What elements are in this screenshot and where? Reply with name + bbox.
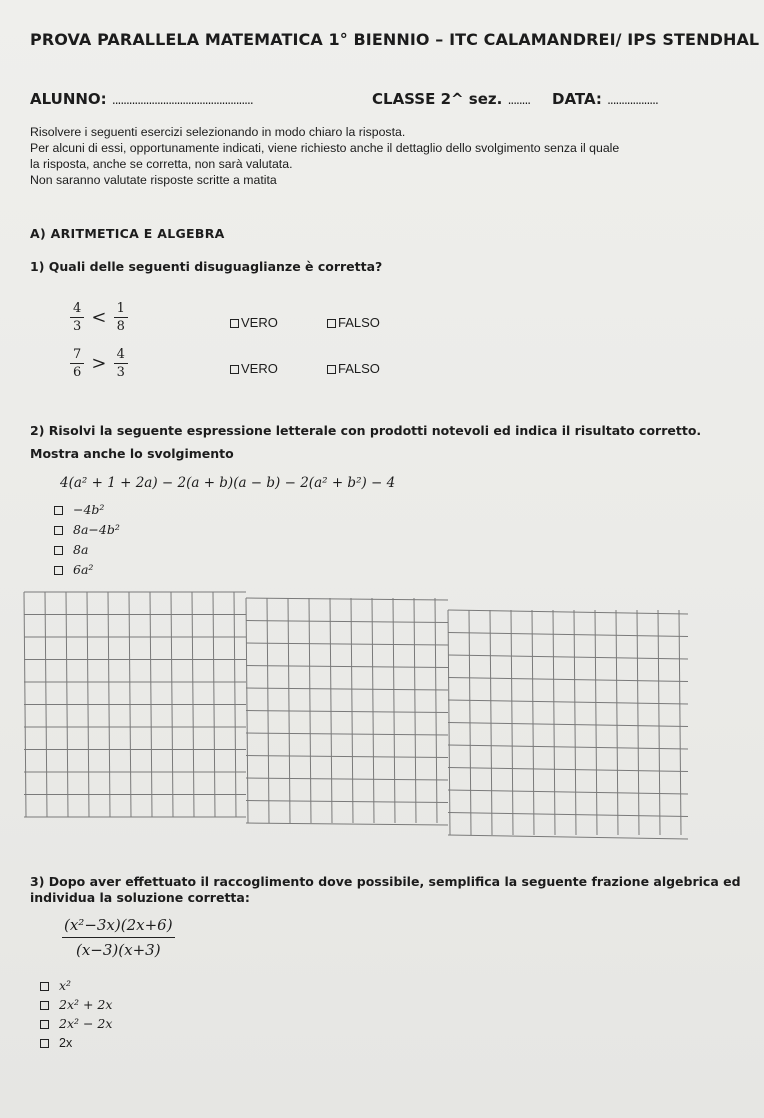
checkbox-icon bbox=[40, 1020, 49, 1029]
algebraic-fraction bbox=[62, 915, 175, 960]
grid-line bbox=[511, 610, 513, 835]
answer-option[interactable] bbox=[40, 1016, 112, 1031]
grid-line bbox=[448, 745, 688, 749]
grid-line bbox=[658, 610, 660, 835]
grid-line bbox=[637, 610, 639, 835]
grid-line bbox=[616, 610, 618, 835]
checkbox-icon bbox=[54, 566, 63, 575]
grid-line bbox=[448, 610, 688, 614]
grid-line bbox=[246, 823, 448, 825]
alunno-dots: .................................................. bbox=[111, 93, 253, 107]
checkbox-vero-2[interactable] bbox=[230, 361, 278, 376]
option-label: 2x² + 2x bbox=[59, 997, 113, 1012]
checkbox-icon bbox=[54, 526, 63, 535]
grid-line bbox=[448, 633, 688, 637]
grid-line bbox=[309, 598, 311, 823]
fraction-denominator: 3 bbox=[73, 319, 82, 334]
fraction-numerator: 7 bbox=[70, 347, 84, 364]
falso-label: FALSO bbox=[338, 361, 380, 376]
grid-line bbox=[246, 756, 448, 758]
grid-line bbox=[372, 598, 374, 823]
grid-line bbox=[246, 778, 448, 780]
question-2-subtext: Mostra anche lo svolgimento bbox=[30, 446, 234, 461]
vero-label: VERO bbox=[241, 315, 278, 330]
answer-option[interactable] bbox=[54, 562, 93, 577]
alunno-field[interactable] bbox=[30, 90, 253, 108]
grid-line bbox=[435, 598, 437, 823]
inequality-sign: > bbox=[91, 353, 107, 374]
fraction-numerator: 4 bbox=[114, 347, 128, 364]
checkbox-icon bbox=[54, 506, 63, 515]
grid-line bbox=[448, 723, 688, 727]
checkbox-icon bbox=[40, 982, 49, 991]
question-1: 1) Quali delle seguenti disuguaglianze è corretta? bbox=[30, 259, 383, 274]
classe-field[interactable] bbox=[372, 90, 530, 108]
option-label: −4b² bbox=[73, 502, 105, 517]
fraction-denominator: 3 bbox=[116, 365, 125, 380]
option-label: 2x bbox=[59, 1036, 73, 1050]
data-label: DATA: bbox=[552, 90, 602, 108]
grid-line bbox=[574, 610, 576, 835]
work-grid[interactable] bbox=[20, 588, 692, 846]
grid-line bbox=[246, 598, 448, 600]
answer-option[interactable] bbox=[40, 1035, 72, 1050]
answer-option[interactable] bbox=[54, 502, 104, 517]
checkbox-icon bbox=[40, 1001, 49, 1010]
option-label: 2x² − 2x bbox=[59, 1016, 113, 1031]
section-heading: A) ARITMETICA E ALGEBRA bbox=[30, 226, 225, 241]
option-label: 8a−4b² bbox=[73, 522, 120, 537]
classe-dots: ........ bbox=[507, 93, 531, 107]
checkbox-icon bbox=[230, 365, 239, 374]
checkbox-icon bbox=[54, 546, 63, 555]
alunno-label: ALUNNO: bbox=[30, 90, 107, 108]
checkbox-vero-1[interactable] bbox=[230, 315, 278, 330]
grid-line bbox=[448, 678, 688, 682]
instruction-line: Per alcuni di essi, opportunamente indicati, viene richiesto anche il dettaglio dello svolgimento senza il quale bbox=[30, 141, 620, 155]
grid-line bbox=[490, 610, 492, 835]
grid-line bbox=[393, 598, 395, 823]
option-label: 8a bbox=[73, 542, 89, 557]
question-3-line2: individua la soluzione corretta: bbox=[30, 890, 250, 905]
fraction-denominator: 8 bbox=[116, 319, 125, 334]
grid-line bbox=[330, 598, 332, 823]
grid-line bbox=[553, 610, 555, 835]
grid-line bbox=[246, 733, 448, 735]
answer-option[interactable] bbox=[40, 997, 112, 1012]
grid-line bbox=[448, 655, 688, 659]
falso-label: FALSO bbox=[338, 315, 380, 330]
grid-line bbox=[448, 835, 688, 839]
expression: 4(a² + 1 + 2a) − 2(a + b)(a − b) − 2(a² + b²) − 4 bbox=[60, 475, 396, 491]
grid-line bbox=[246, 711, 448, 713]
grid-line bbox=[679, 610, 681, 835]
grid-line bbox=[246, 688, 448, 690]
checkbox-icon bbox=[40, 1039, 49, 1048]
fraction-numerator: 1 bbox=[114, 301, 128, 318]
fraction-denominator: (x−3)(x+3) bbox=[76, 941, 161, 959]
checkbox-icon bbox=[230, 319, 239, 328]
checkbox-falso-1[interactable] bbox=[327, 315, 380, 330]
instruction-line: Non saranno valutate risposte scritte a matita bbox=[30, 173, 277, 187]
grid-line bbox=[246, 643, 448, 645]
option-label: 6a² bbox=[73, 562, 94, 577]
vero-label: VERO bbox=[241, 361, 278, 376]
answer-option[interactable] bbox=[40, 978, 71, 993]
grid-line bbox=[448, 700, 688, 704]
option-label: x² bbox=[59, 978, 72, 993]
fraction-numerator: 4 bbox=[70, 301, 84, 318]
classe-label: CLASSE 2^ sez. bbox=[372, 90, 503, 108]
question-3: 3) Dopo aver effettuato il raccoglimento dove possibile, semplifica la seguente frazione algebrica ed bbox=[30, 874, 741, 889]
grid-line bbox=[246, 666, 448, 668]
grid-line bbox=[448, 790, 688, 794]
grid-line bbox=[351, 598, 353, 823]
checkbox-icon bbox=[327, 319, 336, 328]
data-field[interactable] bbox=[552, 90, 658, 108]
page-title: PROVA PARALLELA MATEMATICA 1° BIENNIO – ITC CALAMANDREI/ IPS STENDHAL bbox=[30, 30, 760, 49]
fraction-numerator: (x²−3x)(2x+6) bbox=[62, 915, 175, 938]
question-2: 2) Risolvi la seguente espressione letterale con prodotti notevoli ed indica il risultato corretto. bbox=[30, 423, 702, 438]
checkbox-falso-2[interactable] bbox=[327, 361, 380, 376]
answer-option[interactable] bbox=[54, 522, 120, 537]
grid-line bbox=[532, 610, 534, 835]
grid-line bbox=[595, 610, 597, 835]
grid-line bbox=[246, 801, 448, 803]
inequality-2 bbox=[70, 347, 128, 380]
instruction-line: la risposta, anche se corretta, non sarà valutata. bbox=[30, 157, 293, 171]
answer-option[interactable] bbox=[54, 542, 88, 557]
grid-line bbox=[448, 813, 688, 817]
grid-line bbox=[414, 598, 416, 823]
checkbox-icon bbox=[327, 365, 336, 374]
inequality-1 bbox=[70, 301, 128, 334]
inequality-sign: < bbox=[91, 307, 107, 328]
instruction-line: Risolvere i seguenti esercizi selezionando in modo chiaro la risposta. bbox=[30, 125, 406, 139]
fraction-denominator: 6 bbox=[73, 365, 82, 380]
data-dots: .................. bbox=[607, 93, 658, 107]
grid-line bbox=[448, 768, 688, 772]
grid-line bbox=[246, 621, 448, 623]
